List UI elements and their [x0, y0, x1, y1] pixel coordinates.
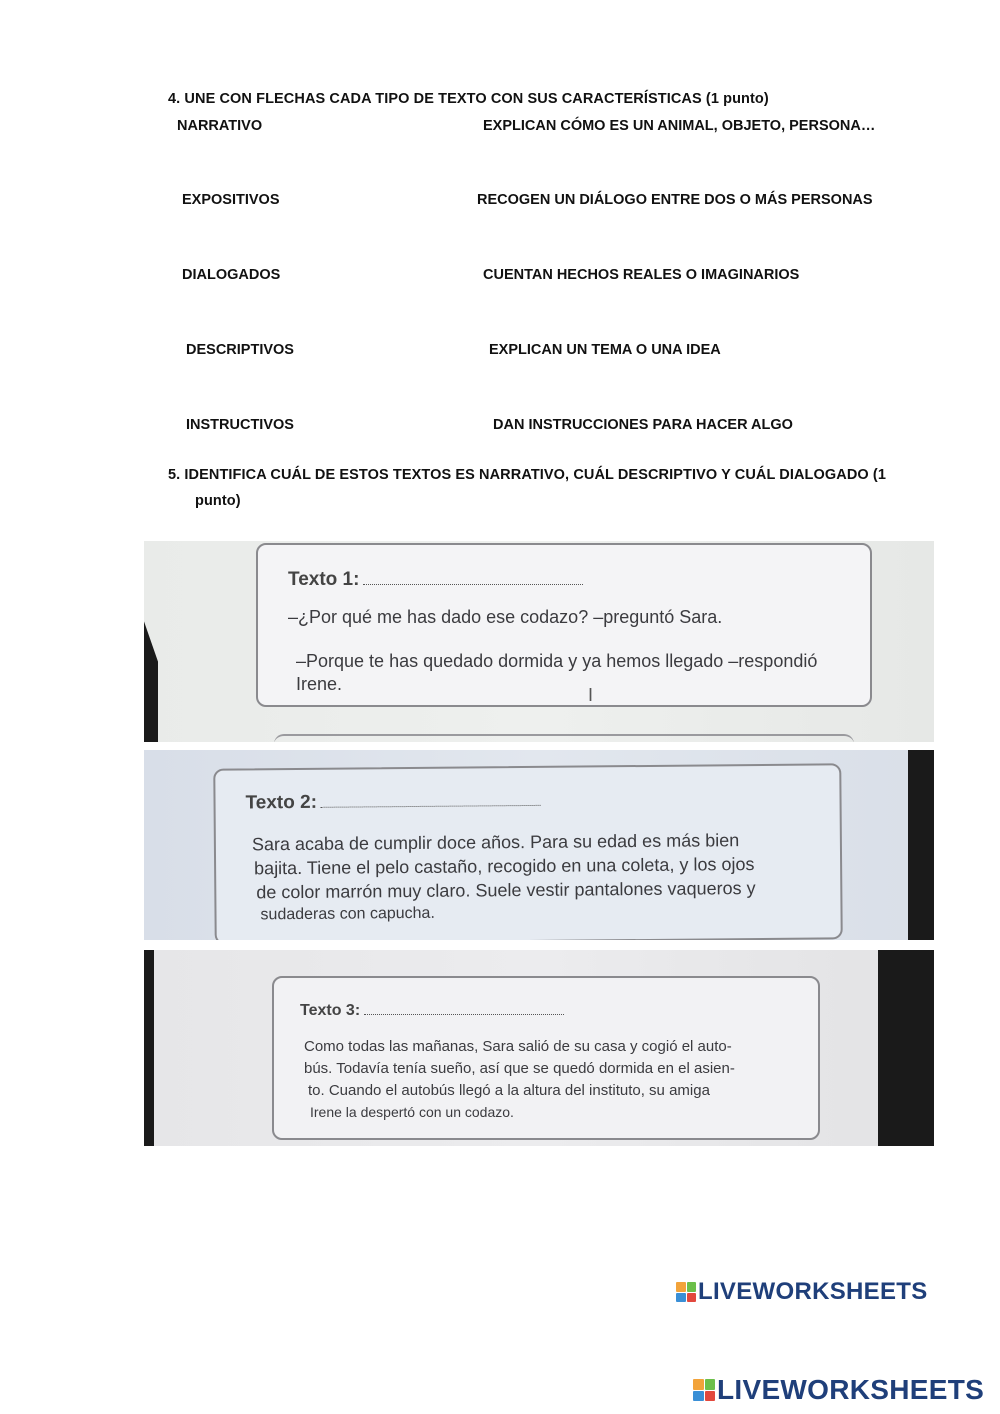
text-1-label: Texto 1: [288, 569, 360, 590]
liveworksheets-logo [676, 1278, 928, 1306]
liveworksheets-footer-logo-text: LIVEWORKSHEETS [717, 1374, 985, 1405]
liveworksheets-footer-logo [693, 1374, 984, 1406]
text-3-line-4: Irene la despertó con un codazo. [310, 1104, 514, 1120]
text-1-line-2: –Porque te has quedado dormida y ya hemos llegado –respondió [296, 651, 818, 671]
photo-texto-3 [144, 950, 934, 1146]
text-1-line-3: Irene. [296, 674, 343, 694]
text-2-line-2: bajita. Tiene el pelo castaño, recogido en una coleta, y los ojos [254, 854, 755, 879]
right-item-dialogue[interactable]: RECOGEN UN DIÁLOGO ENTRE DOS O MÁS PERSONAS [477, 192, 873, 208]
text-2-line-1: Sara acaba de cumplir doce años. Para su edad es más bien [251, 830, 740, 855]
left-item-expositivos[interactable]: EXPOSITIVOS [182, 192, 280, 208]
answer-blank-2[interactable] [321, 791, 541, 808]
photo-texto-2 [144, 750, 934, 940]
text-1-line-1: –¿Por qué me has dado ese codazo? –preguntó Sara. [288, 607, 723, 627]
liveworksheets-logo-text: LIVEWORKSHEETS [698, 1278, 928, 1305]
left-item-descriptivos[interactable]: DESCRIPTIVOS [186, 342, 294, 358]
left-item-instructivos[interactable]: INSTRUCTIVOS [186, 417, 294, 433]
text-2-label: Texto 2: [245, 791, 318, 814]
text-3-line-3: to. Cuando el autobús llegó a la altura del instituto, su amiga [308, 1082, 710, 1099]
text-cursor-icon: I [588, 685, 594, 705]
text-card-2 [213, 763, 843, 940]
left-item-narrativo[interactable]: NARRATIVO [177, 118, 263, 134]
question-5-title-cont: punto) [195, 493, 241, 509]
text-card-3 [272, 976, 820, 1140]
text-3-label: Texto 3: [300, 1002, 361, 1019]
liveworksheets-footer-mark-icon [693, 1379, 715, 1401]
text-3-line-2: bús. Todavía tenía sueño, así que se quedó dormida en el asien- [304, 1060, 735, 1077]
right-item-topic[interactable]: EXPLICAN UN TEMA O UNA IDEA [489, 342, 721, 358]
photo-texto-1 [144, 541, 934, 742]
text-card-1 [256, 543, 872, 707]
right-item-facts[interactable]: CUENTAN HECHOS REALES O IMAGINARIOS [483, 267, 800, 283]
question-5-title: 5. IDENTIFICA CUÁL DE ESTOS TEXTOS ES NARRATIVO, CUÁL DESCRIPTIVO Y CUÁL DIALOGADO (1 [168, 467, 887, 483]
answer-blank-1[interactable] [363, 570, 583, 585]
right-item-describe[interactable]: EXPLICAN CÓMO ES UN ANIMAL, OBJETO, PERSONA… [483, 118, 876, 134]
text-2-line-3: de color marrón muy claro. Suele vestir pantalones vaqueros y [256, 878, 756, 903]
answer-blank-3[interactable] [364, 1000, 564, 1015]
question-4-title: 4. UNE CON FLECHAS CADA TIPO DE TEXTO CON SUS CARACTERÍSTICAS (1 punto) [168, 91, 769, 107]
liveworksheets-mark-icon [676, 1282, 696, 1302]
text-3-line-1: Como todas las mañanas, Sara salió de su casa y cogió el auto- [304, 1038, 732, 1055]
text-2-line-4: sudaderas con capucha. [260, 904, 435, 924]
left-item-dialogados[interactable]: DIALOGADOS [182, 267, 281, 283]
right-item-instructions[interactable]: DAN INSTRUCCIONES PARA HACER ALGO [493, 417, 793, 433]
